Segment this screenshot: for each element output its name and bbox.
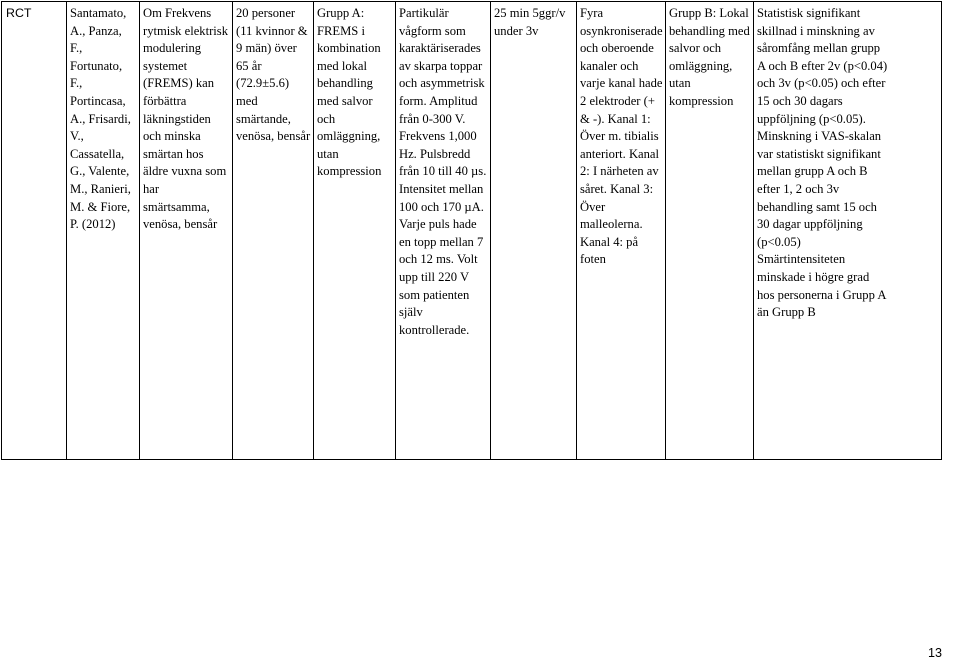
cell-electrodes: Fyra osynkroniserade och oberoende kanaler och varje kanal hade 2 elektroder (+ & -). Kanal 1: Över m. tibialis anteriort. Kanal 2: I närheten av såret. Kanal 3: Över malleolerna. Kanal 4: på foten	[577, 2, 666, 460]
cell-results: Statistisk signifikant skillnad i minskning av såromfång mellan grupp A och B efter 2v (p<0.04) och 3v (p<0.05) och efter 15 och 30 dagars uppföljning (p<0.05). Minskning i VAS-skalan var statistiskt signifikant mellan grupp A och B efter 1, 2 och 3v behandling samt 15 och 30 dagar uppföljning (p<0.05) Smärtintensiteten minskade i högre grad hos personerna i Grupp A än Grupp B	[754, 2, 942, 460]
cell-design: RCT	[2, 2, 67, 460]
cell-authors: Santamato, A., Panza, F., Fortunato, F., Portincasa, A., Frisardi, V., Cassatella, G., Valente, M., Ranieri, M. & Fiore, P. (2012)	[67, 2, 140, 460]
cell-aim: Om Frekvens rytmisk elektrisk modulering systemet (FREMS) kan förbättra läkningstiden och minska smärtan hos äldre vuxna som har smärtsamma, venösa, bensår	[140, 2, 233, 460]
cell-stimulation: Partikulär vågform som karaktäriserades av skarpa toppar och asymmetrisk form. Amplitud från 0-300 V. Frekvens 1,000 Hz. Pulsbredd från 10 till 40 µs. Intensitet mellan 100 och 170 µA. Varje puls hade en topp mellan 7 och 12 ms. Volt upp till 220 V som patienten själv kontrollerade.	[396, 2, 491, 460]
cell-control: Grupp B: Lokal behandling med salvor och omläggning, utan kompression	[666, 2, 754, 460]
study-table	[1, 1, 942, 460]
table-row	[2, 2, 942, 460]
cell-duration: 25 min 5ggr/v under 3v	[491, 2, 577, 460]
page-number: 13	[927, 646, 942, 660]
cell-intervention: Grupp A: FREMS i kombination med lokal behandling med salvor och omläggning, utan kompression	[314, 2, 396, 460]
cell-participants: 20 personer (11 kvinnor & 9 män) över 65 år (72.9±5.6) med smärtande, venösa, bensår	[233, 2, 314, 460]
